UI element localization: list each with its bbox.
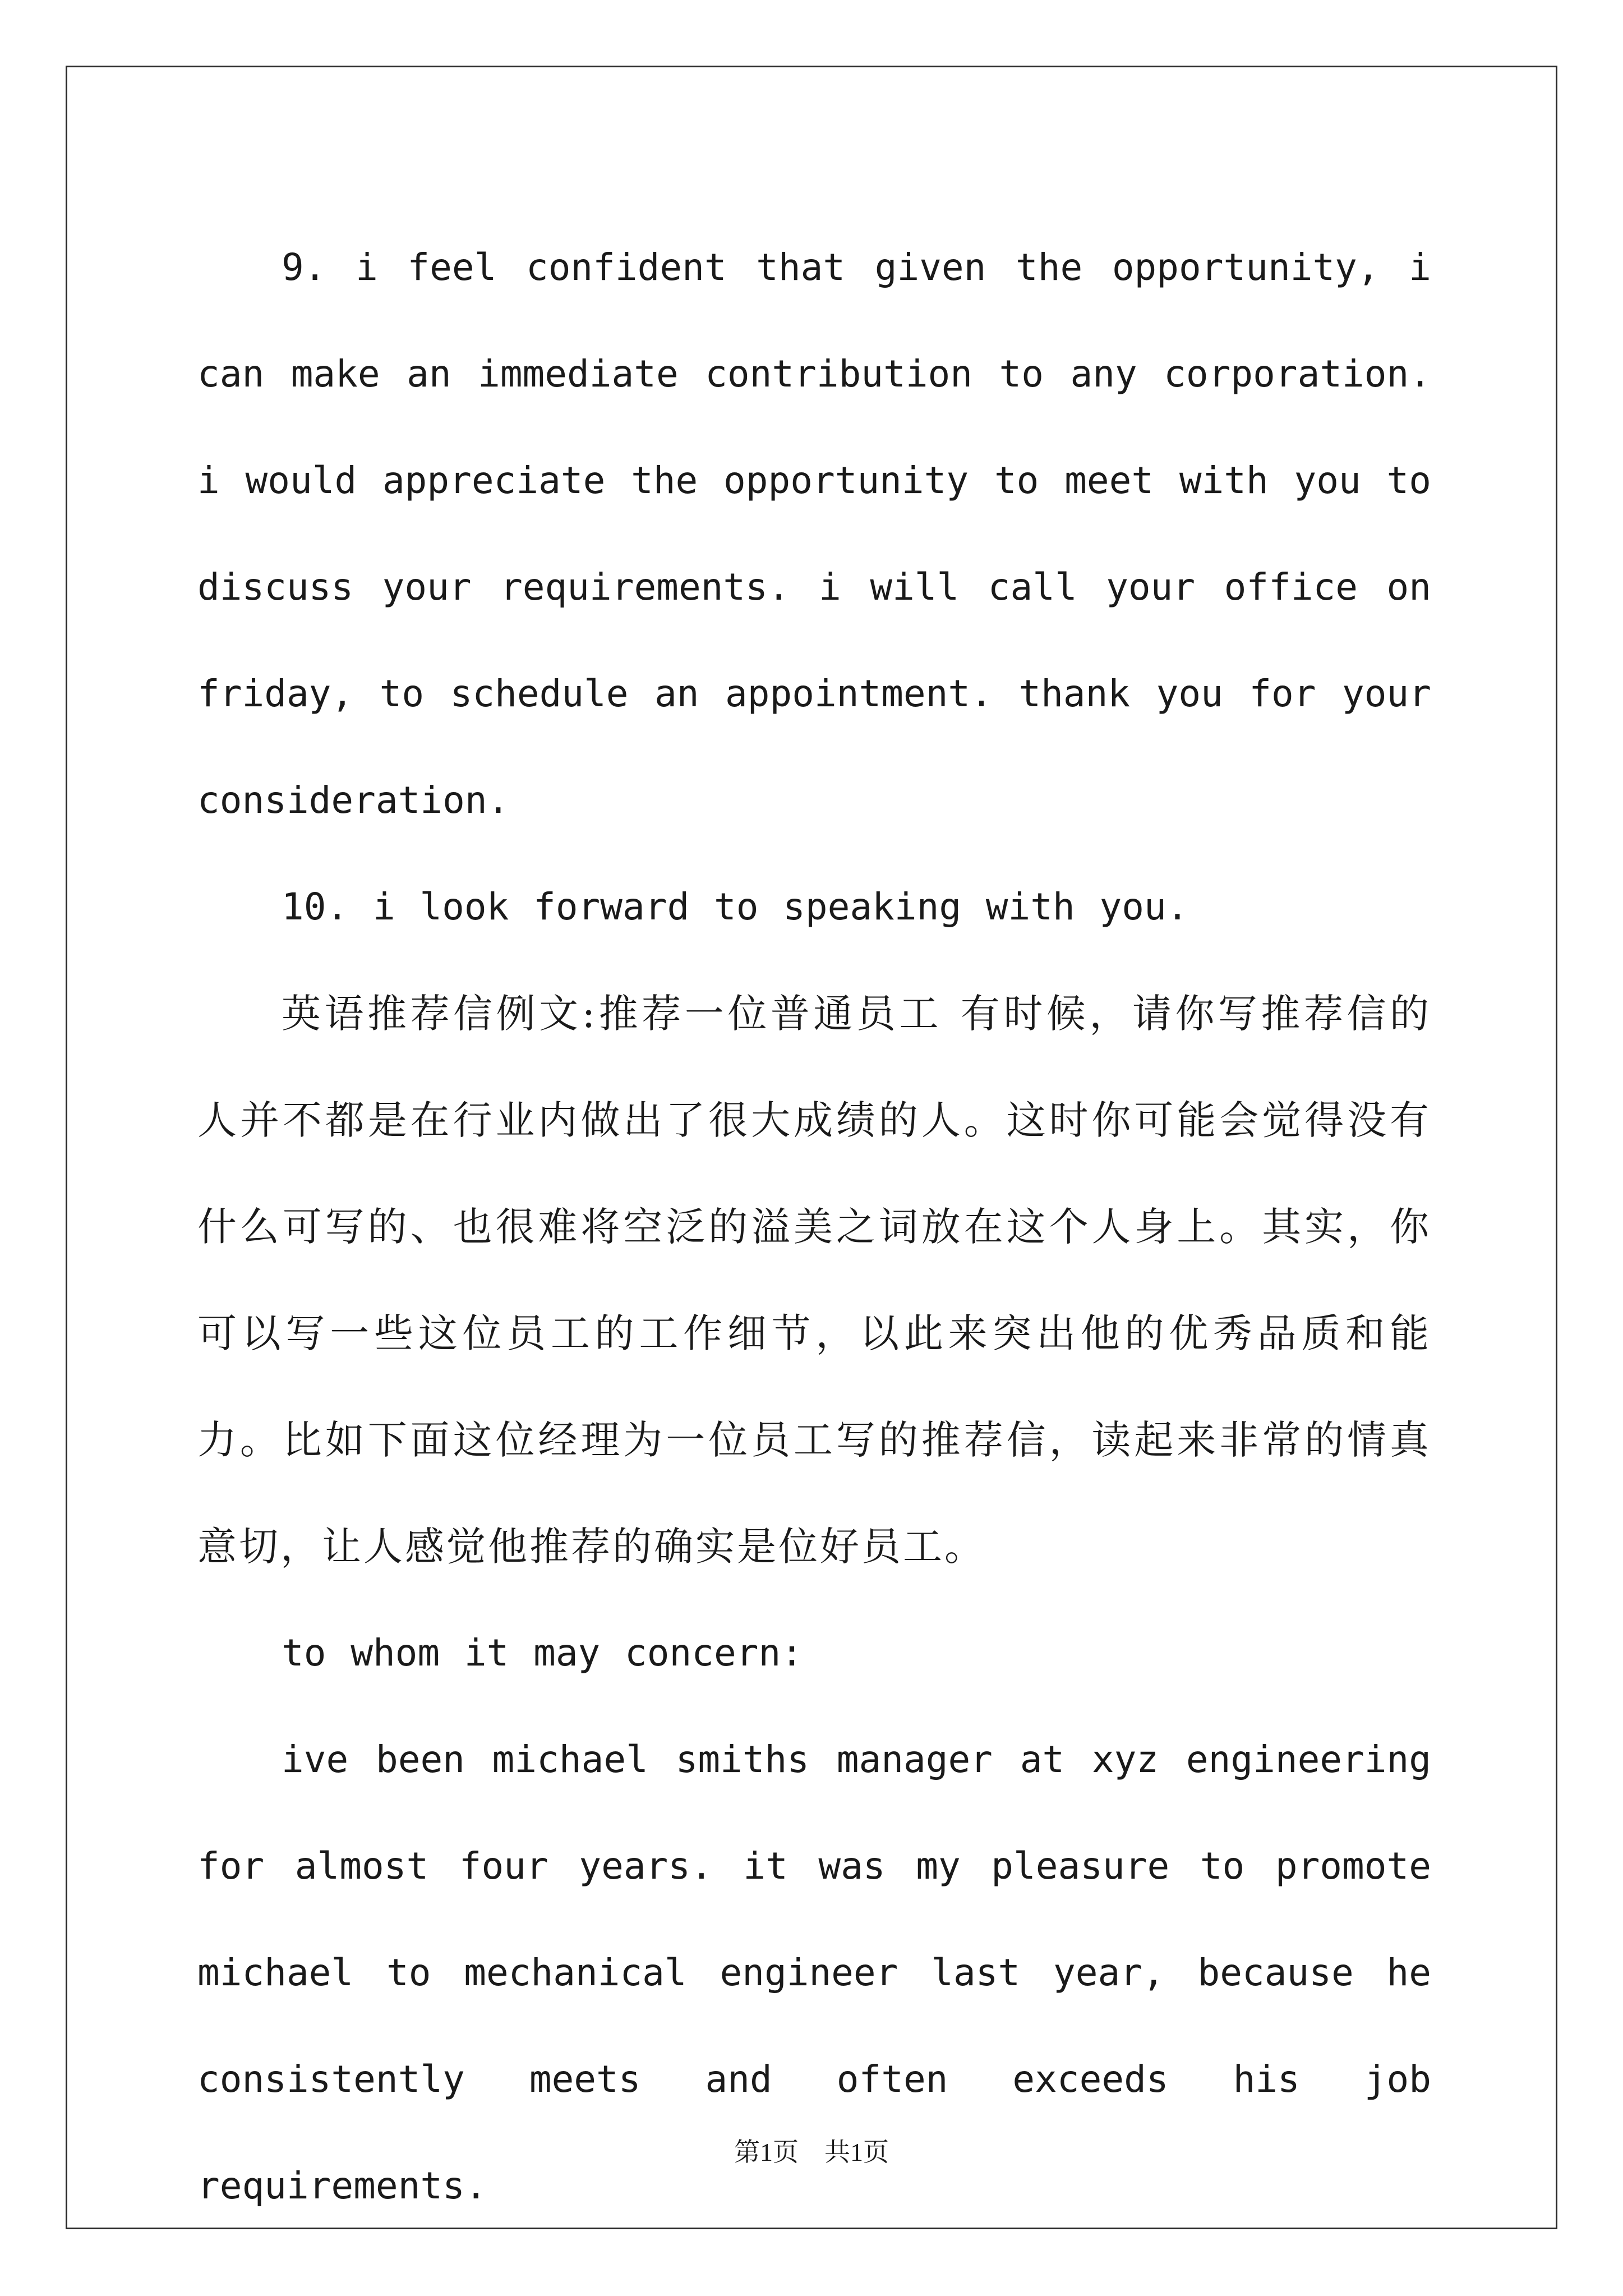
document-body	[197, 214, 1431, 2239]
paragraph-salutation: to whom it may concern:	[282, 1631, 803, 1674]
page-number-footer: 第1页 共1页	[734, 2138, 889, 2166]
paragraph-look-forward: 10. i look forward to speaking with you.	[282, 885, 1189, 928]
paragraph-letter-body: ive been michael smiths manager at xyz engineering for almost four years. it was my pleasure to promote michael to mechanical engineer last year, because he consistently meets and often exceeds his job requirements.	[197, 1738, 1431, 2207]
paragraph-closing-statement: 9. i feel confident that given the opportunity, i can make an immediate contribution to any corporation. i would appreciate the opportunity to meet with you to discuss your requirements. i will call your office on friday, to schedule an appointment. thank you for your consideration.	[197, 246, 1431, 822]
paragraph-chinese-intro: 英语推荐信例文:推荐一位普通员工 有时候，请你写推荐信的人并不都是在行业内做出了很大成绩的人。这时你可能会觉得没有什么可写的、也很难将空泛的溢美之词放在这个人身上。其实，你可以写一些这位员工的工作细节，以此来突出他的优秀品质和能力。比如下面这位经理为一位员工写的推荐信，读起来非常的情真意切，让人感觉他推荐的确实是位好员工。	[197, 991, 1431, 1570]
